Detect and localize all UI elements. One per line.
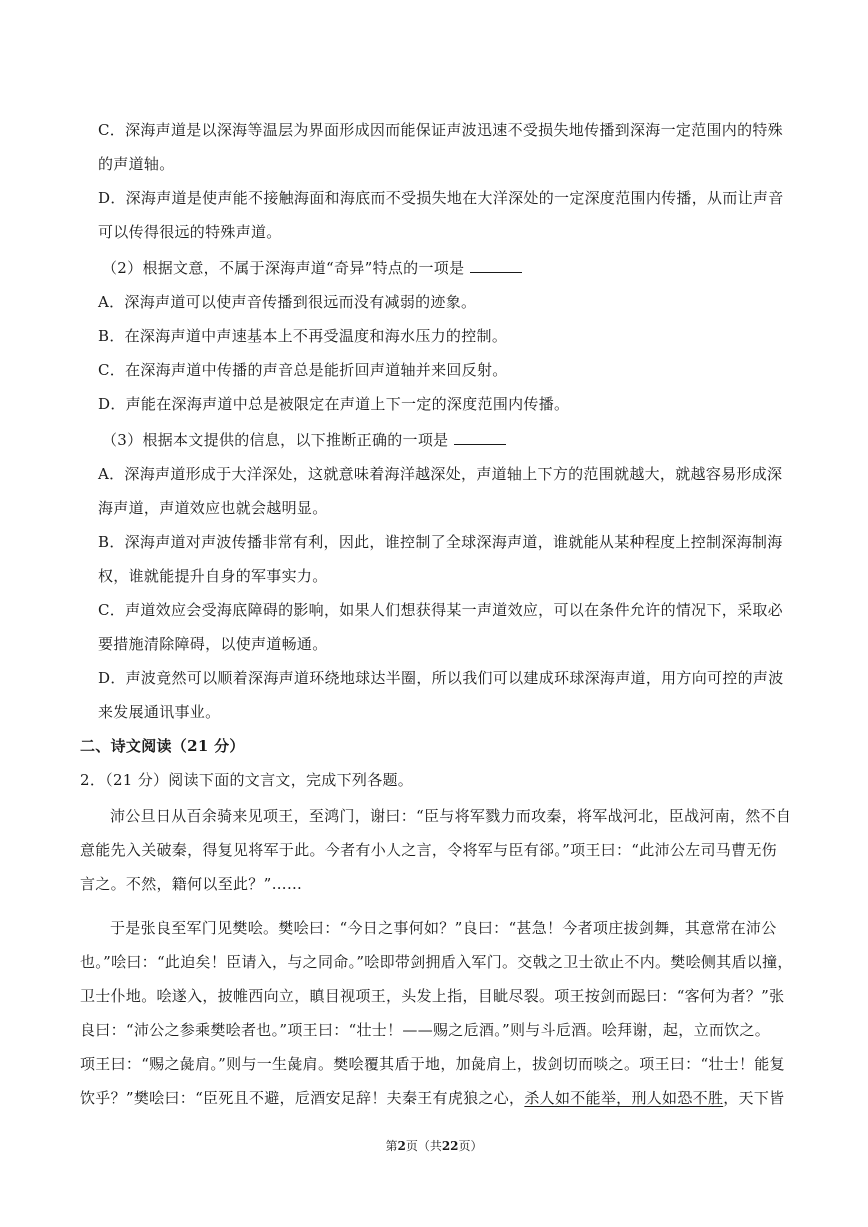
q3-stem xyxy=(102,430,506,450)
q2-option-b: B．在深海声道中声速基本上不再受温度和海水压力的控制。 xyxy=(98,327,508,345)
q3-option-c-line1: C．声道效应会受海底障碍的影响，如果人们想获得某一声道效应，可以在条件允许的情况下，采取必 xyxy=(98,601,783,619)
q2-option-a: A．深海声道可以使声音传播到很远而没有减弱的迹象。 xyxy=(98,293,477,311)
q1-option-d-line1: D．深海声道是使声能不接触海面和海底而不受损失地在大洋深处的一定深度范围内传播，从而让声音 xyxy=(98,189,784,207)
footer-text: 第 xyxy=(385,1139,398,1153)
q2-stem xyxy=(102,258,522,278)
underlined-phrase: 杀人如不能举，刑人如恐不胜 xyxy=(524,1089,724,1107)
q3-option-b-line2: 权，谁就能提升自身的军事实力。 xyxy=(98,567,328,585)
q3-option-c-line2: 要措施清除障碍，以使声道畅通。 xyxy=(98,635,328,653)
passage-p1-line1: 沛公旦日从百余骑来见项王，至鸿门，谢曰：“臣与将军戮力而攻秦，将军战河北，臣战河南，然不自 xyxy=(110,807,792,825)
q3-option-a-line2: 海声道，声道效应也就会越明显。 xyxy=(98,499,328,517)
passage-p2-line5: 项王曰：“赐之彘肩。”则与一生彘肩。樊哙覆其盾于地，加彘肩上，拔剑切而啖之。项王曰：“壮士！能复 xyxy=(80,1055,785,1073)
q2-option-c: C．在深海声道中传播的声音总是能折回声道轴并来回反射。 xyxy=(98,361,508,379)
page-footer xyxy=(0,1138,868,1154)
page-number: 2 xyxy=(397,1139,406,1153)
q1-option-c-line2: 的声道轴。 xyxy=(98,155,175,173)
passage-p2-line4: 良曰：“沛公之参乘樊哙者也。”项王曰：“壮士！——赐之卮酒。”则与斗卮酒。哙拜谢，起，立而饮之。 xyxy=(80,1021,771,1039)
q2-stem-text: （2）根据文意，不属于深海声道“奇异”特点的一项是 xyxy=(102,259,465,277)
answer-blank xyxy=(470,258,522,273)
section-heading: 二、诗文阅读（21 分） xyxy=(80,737,245,755)
passage-text: 饮乎？”樊哙曰：“臣死且不避，卮酒安足辞！夫秦王有虎狼之心， xyxy=(80,1089,525,1107)
question-2-stem: 2．（21 分）阅读下面的文言文，完成下列各题。 xyxy=(80,771,414,789)
q3-option-d-line1: D．声波竟然可以顺着深海声道环绕地球达半圈，所以我们可以建成环球深海声道，用方向可控的声波 xyxy=(98,669,784,687)
q3-option-d-line2: 来发展通讯事业。 xyxy=(98,703,221,721)
q1-option-c-line1: C．深海声道是以深海等温层为界面形成因而能保证声波迅速不受损失地传播到深海一定范围内的特殊 xyxy=(98,121,783,139)
q3-option-a-line1: A．深海声道形成于大洋深处，这就意味着海洋越深处，声道轴上下方的范围就越大，就越容易形成深 xyxy=(98,465,783,483)
passage-text: ，天下皆 xyxy=(723,1089,785,1107)
passage-p2-line6 xyxy=(80,1088,784,1108)
passage-p2-line3: 卫士仆地。哙遂入，披帷西向立，瞋目视项王，头发上指，目眦尽裂。项王按剑而跽曰：“客何为者？”张 xyxy=(80,987,785,1005)
q1-option-d-line2: 可以传得很远的特殊声道。 xyxy=(98,223,282,241)
passage-p2-line1: 于是张良至军门见樊哙。樊哙曰：“今日之事何如？”良曰：“甚急！今者项庄拔剑舞，其意常在沛公 xyxy=(110,919,777,937)
page-total: 22 xyxy=(441,1139,459,1153)
passage-p2-line2: 也。”哙曰：“此迫矣！臣请入，与之同命。”哙即带剑拥盾入军门。交戟之卫士欲止不内。樊哙侧其盾以撞， xyxy=(80,953,793,971)
q2-option-d: D．声能在深海声道中总是被限定在声道上下一定的深度范围内传播。 xyxy=(98,395,570,413)
answer-blank xyxy=(454,430,506,445)
q3-stem-text: （3）根据本文提供的信息，以下推断正确的一项是 xyxy=(102,431,449,449)
passage-p1-line3: 言之。不然，籍何以至此？”…… xyxy=(80,875,303,893)
q3-option-b-line1: B．深海声道对声波传播非常有利，因此，谁控制了全球深海声道，谁就能从某种程度上控制深海制海 xyxy=(98,533,783,551)
footer-text: 页（共 xyxy=(405,1139,442,1153)
passage-p1-line2: 意能先入关破秦，得复见将军于此。今者有小人之言，令将军与臣有郤。”项王曰：“此沛公左司马曹无伤 xyxy=(80,841,777,859)
footer-text: 页） xyxy=(458,1139,483,1153)
